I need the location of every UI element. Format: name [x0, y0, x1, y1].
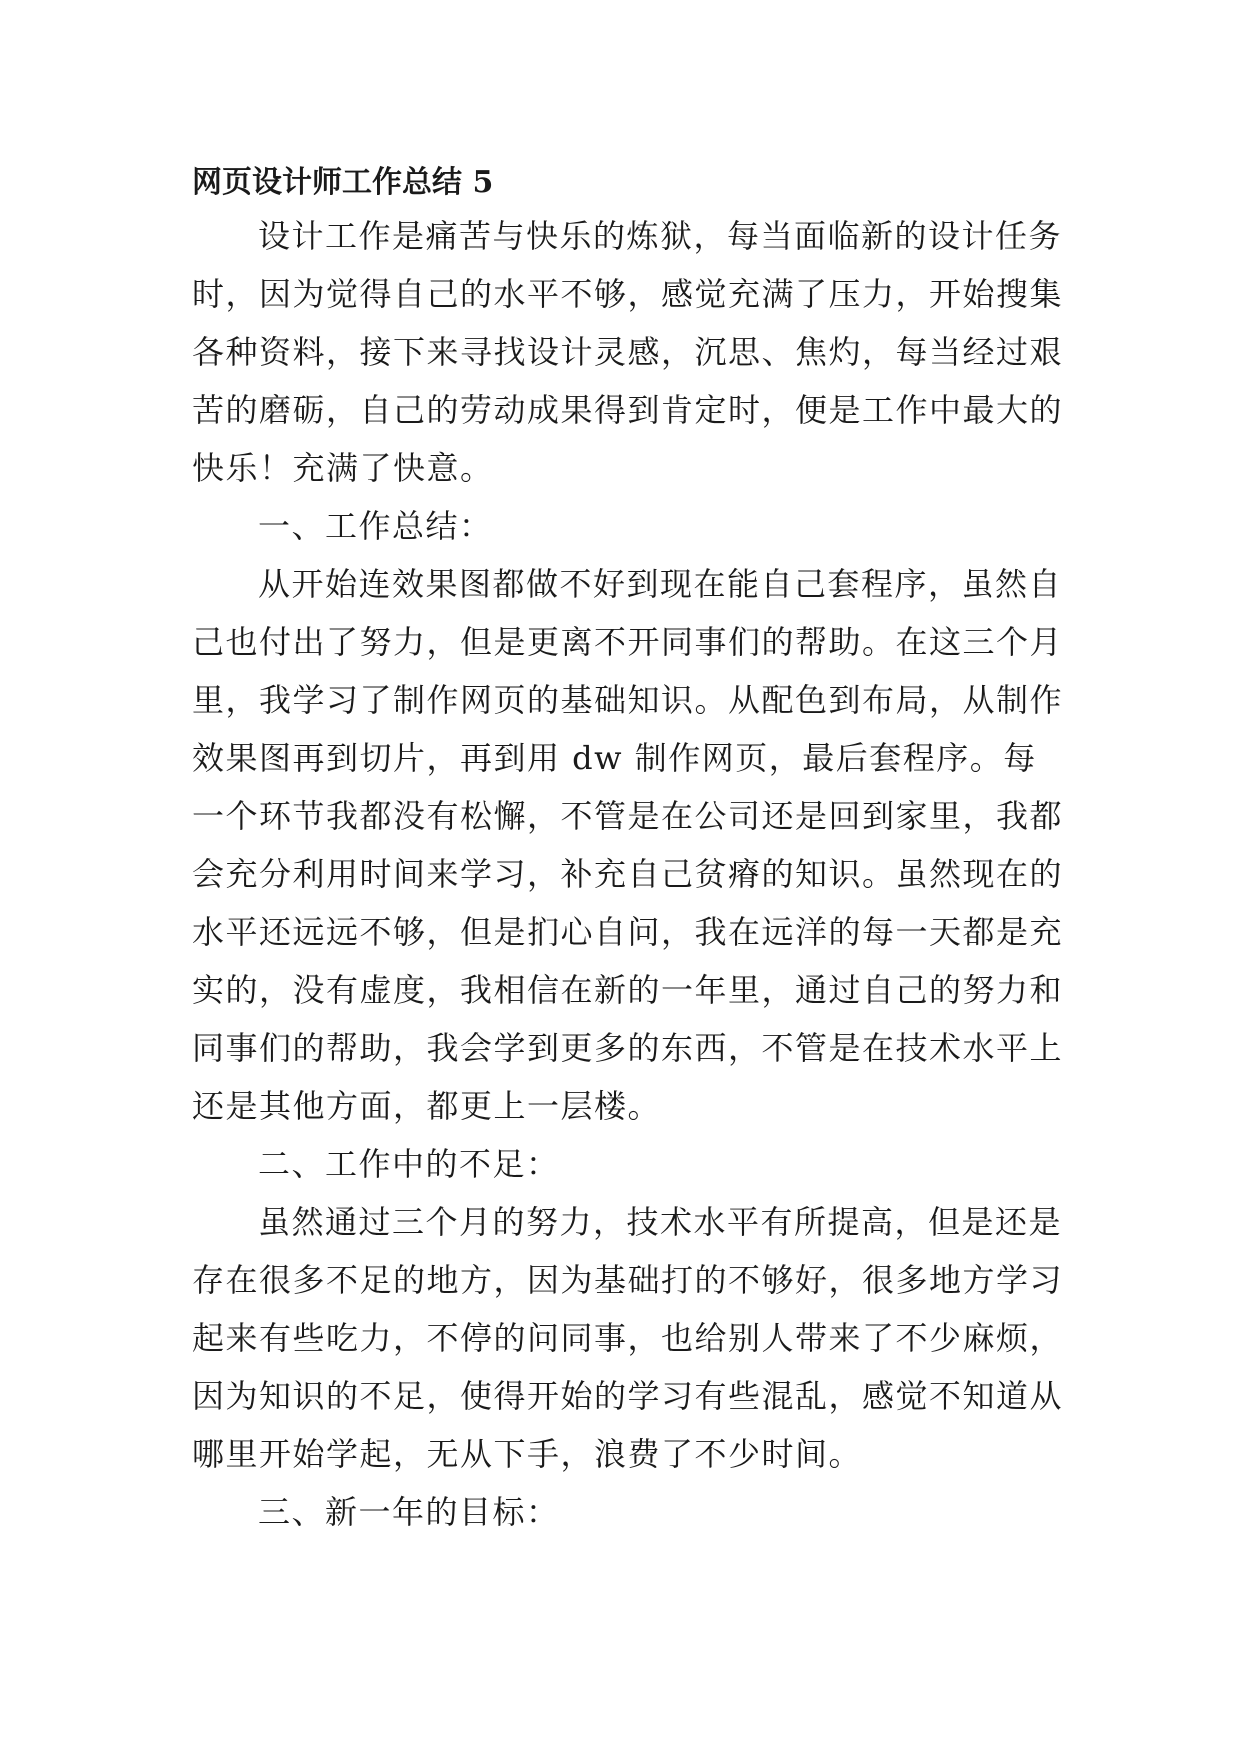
- paragraph-work-summary: 从开始连效果图都做不好到现在能自己套程序，虽然自己也付出了努力，但是更离不开同事们的帮助。在这三个月里，我学习了制作网页的基础知识。从配色到布局，从制作效果图再到切片，再到用 dw 制作网页，最后套程序。每一个环节我都没有松懈，不管是在公司还是回到家里，我都会充分利用时间来学习，补充自己贫瘠的知识。虽然现在的水平还远远不够，但是扪心自问，我在远洋的每一天都是充实的，没有虚度，我相信在新的一年里，通过自己的努力和同事们的帮助，我会学到更多的东西，不管是在技术水平上还是其他方面，都更上一层楼。: [192, 565, 1064, 1125]
- document-body: [192, 207, 1064, 1541]
- section-heading-new-year-goals: 三、新一年的目标：: [258, 1493, 560, 1531]
- paragraph-intro: 设计工作是痛苦与快乐的炼狱，每当面临新的设计任务时，因为觉得自己的水平不够，感觉充满了压力，开始搜集各种资料，接下来寻找设计灵感，沉思、焦灼，每当经过艰苦的磨砺，自己的劳动成果得到肯定时，便是工作中最大的快乐！充满了快意。: [192, 217, 1064, 487]
- paragraph-shortcomings: 虽然通过三个月的努力，技术水平有所提高，但是还是存在很多不足的地方，因为基础打的不够好，很多地方学习起来有些吃力，不停的问同事，也给别人带来了不少麻烦，因为知识的不足，使得开始的学习有些混乱，感觉不知道从哪里开始学起，无从下手，浪费了不少时间。: [192, 1203, 1064, 1473]
- document-title: 网页设计师工作总结 5: [192, 165, 494, 200]
- section-heading-work-summary: 一、工作总结：: [258, 507, 493, 545]
- section-heading-shortcomings: 二、工作中的不足：: [258, 1145, 560, 1183]
